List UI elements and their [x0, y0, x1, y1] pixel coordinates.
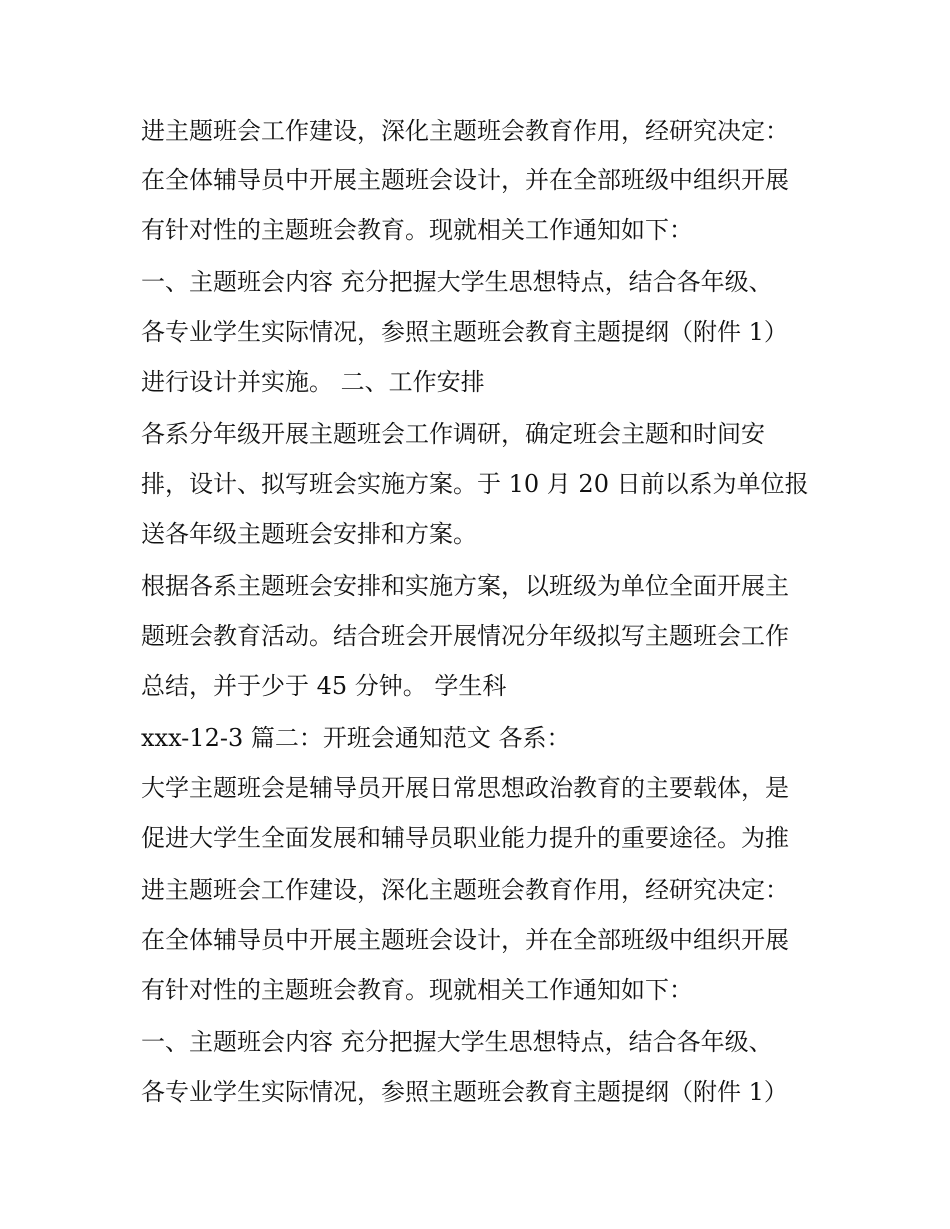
text-line: 大学主题班会是辅导员开展日常思想政治教育的主要载体，是 [141, 774, 789, 802]
text-line: 促进大学生全面发展和辅导员职业能力提升的重要途径。为推 [141, 824, 789, 852]
text-line: 进行设计并实施。 二、工作安排 [141, 368, 485, 396]
text-line: 进主题班会工作建设，深化主题班会教育作用，经研究决定： [141, 876, 789, 904]
text-line: 一、主题班会内容 充分把握大学生思想特点，结合各年级、 [141, 268, 773, 296]
text-line: 有针对性的主题班会教育。现就相关工作通知如下： [141, 216, 693, 244]
text-line: 各专业学生实际情况，参照主题班会教育主题提纲（附件 1） [141, 1078, 788, 1106]
text-line: 各系分年级开展主题班会工作调研，确定班会主题和时间安 [141, 420, 765, 448]
text-line: 排，设计、拟写班会实施方案。于 10 月 20 日前以系为单位报 [141, 470, 809, 498]
text-line: 在全体辅导员中开展主题班会设计，并在全部班级中组织开展 [141, 166, 789, 194]
text-line: 根据各系主题班会安排和实施方案，以班级为单位全面开展主 [141, 572, 789, 600]
text-line: 总结，并于少于 45 分钟。 学生科 [141, 672, 507, 700]
text-line: 各专业学生实际情况，参照主题班会教育主题提纲（附件 1） [141, 318, 788, 346]
text-line: 题班会教育活动。结合班会开展情况分年级拟写主题班会工作 [141, 622, 789, 650]
text-line: 进主题班会工作建设，深化主题班会教育作用，经研究决定： [141, 117, 789, 145]
text-line: 送各年级主题班会安排和方案。 [141, 520, 477, 548]
text-line: 一、主题班会内容 充分把握大学生思想特点，结合各年级、 [141, 1028, 773, 1056]
text-line: 在全体辅导员中开展主题班会设计，并在全部班级中组织开展 [141, 926, 789, 954]
text-line: xxx-12-3 篇二：开班会通知范文 各系： [141, 724, 571, 752]
text-line: 有针对性的主题班会教育。现就相关工作通知如下： [141, 976, 693, 1004]
